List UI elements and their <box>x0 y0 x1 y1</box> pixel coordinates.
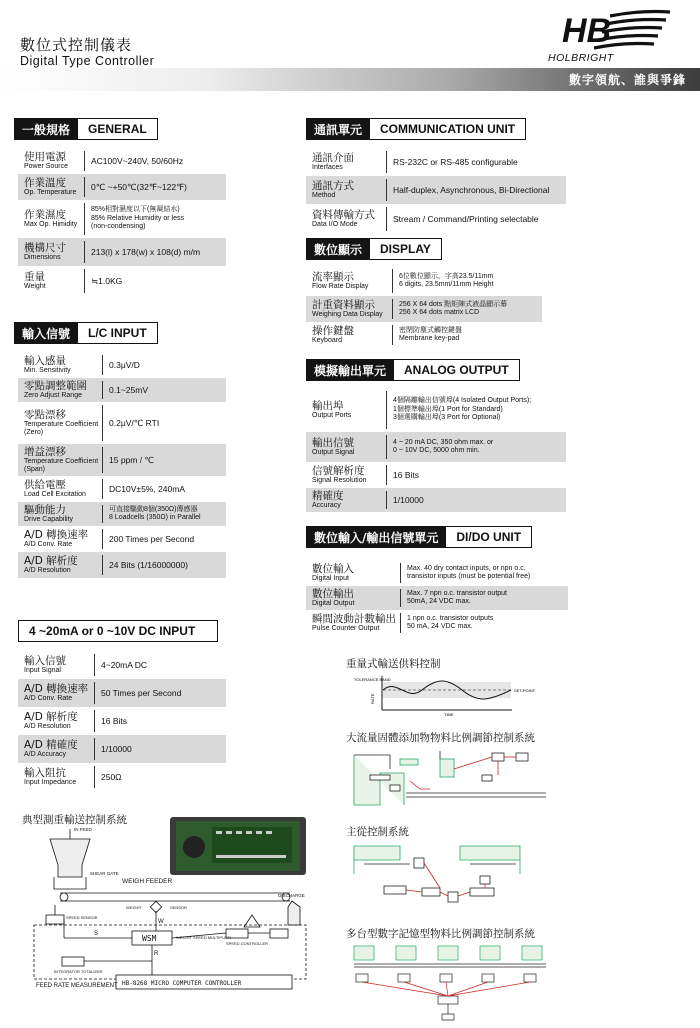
spec-label-en: Op. Temperature <box>24 189 77 196</box>
caption-gravimetric: 重量式輸送供料控制 <box>346 658 441 670</box>
spec-label-zh: 操作鍵盤 <box>312 324 354 337</box>
spec-row <box>18 444 226 476</box>
spec-value <box>94 772 226 782</box>
spec-value-line: 0.1~25mV <box>109 384 148 395</box>
caption-master-slave: 主從控制系統 <box>346 826 409 838</box>
spec-divider <box>386 391 387 429</box>
lc-input-title-en: L/C INPUT <box>78 322 158 344</box>
spec-label <box>18 555 102 575</box>
spec-label <box>306 490 386 510</box>
spec-divider <box>94 682 95 704</box>
spec-label-en: Temperature Coefficient (Zero) <box>24 420 99 437</box>
spec-value <box>102 506 226 523</box>
spec-label-en: Interfaces <box>312 164 343 171</box>
spec-row <box>18 476 226 502</box>
spec-label-en: Method <box>312 192 336 199</box>
spec-label-zh: 輸入信號 <box>24 654 66 667</box>
spec-divider <box>392 269 393 293</box>
tolerance-band-label: TOLERANCE BAND <box>354 677 391 682</box>
spec-label-zh: 輸出埠 <box>312 399 344 412</box>
lc-input-title-zh: 輸入信號 <box>14 322 78 344</box>
spec-value <box>386 495 566 505</box>
spec-divider <box>102 529 103 549</box>
comm-title-zh: 通訊單元 <box>306 118 370 140</box>
spec-row <box>306 586 568 610</box>
spec-label-zh: 輸入阻抗 <box>24 766 66 779</box>
display-section-header <box>306 238 442 260</box>
master-slave-diagram <box>350 838 550 918</box>
spec-divider <box>386 465 387 485</box>
spec-label <box>18 739 94 759</box>
spec-value-line: 85% Relative Humidity or less <box>91 214 184 222</box>
spec-label-en: A/D Conv. Rate <box>24 695 73 702</box>
spec-label <box>18 683 94 703</box>
spec-divider <box>400 589 401 607</box>
spec-row <box>306 462 566 488</box>
spec-label-en: A/D Accuracy <box>24 751 67 758</box>
spec-value-line: 213(l) x 178(w) x 108(d) m/m <box>91 246 201 257</box>
spec-value <box>386 157 566 167</box>
spec-row <box>18 378 226 402</box>
wsm-label: WSM <box>142 934 157 943</box>
display-title-en: DISPLAY <box>370 238 442 260</box>
spec-label <box>18 529 102 549</box>
w-signal-label: W <box>158 919 164 925</box>
spec-label-en: Weighing Data Display <box>312 311 383 318</box>
spec-value <box>94 744 226 754</box>
spec-value <box>94 660 226 670</box>
spec-row <box>306 432 566 462</box>
spec-value-line: 0 ~ 10V DC, 5000 ohm min. <box>393 447 480 454</box>
spec-label <box>306 437 386 457</box>
controller-photo <box>170 817 306 875</box>
speed-controller-label: SPEED CONTROLLER <box>226 941 269 946</box>
spec-label <box>306 325 392 345</box>
spec-row <box>18 266 226 296</box>
spec-row <box>306 176 566 204</box>
weight-label: WEIGHT <box>126 905 142 910</box>
spec-value-line: (non-condensing) <box>91 223 146 231</box>
spec-divider <box>392 325 393 345</box>
spec-value <box>386 214 566 224</box>
spec-divider <box>102 405 103 441</box>
spec-value <box>392 327 542 344</box>
spec-value-line: DC10V±5%, 240mA <box>109 483 186 494</box>
spec-value-line: 8 Loadcells (350Ω) in Parallel <box>109 514 201 521</box>
spec-value-line: 0℃ ~+50℃(32℉~122℉) <box>91 181 188 192</box>
spec-value-line: Max. 40 dry contact inputs, or npn o.c. <box>407 564 526 572</box>
spec-label <box>18 446 102 474</box>
spec-label-zh: 通訊介面 <box>312 151 354 164</box>
spec-row <box>306 610 568 636</box>
rate-label: RATE <box>370 693 375 704</box>
spec-label-zh: 供給電壓 <box>24 478 66 491</box>
spec-divider <box>102 355 103 375</box>
gravimetric-chart <box>352 672 542 718</box>
spec-label-zh: 數位輸出 <box>312 587 354 600</box>
spec-value <box>102 484 226 494</box>
spec-divider <box>94 710 95 732</box>
spec-label-zh: 增益漂移 <box>24 445 66 458</box>
spec-value <box>400 615 568 632</box>
spec-label-en: A/D Resolution <box>24 723 71 730</box>
spec-value <box>400 590 568 607</box>
spec-label-en: Pulse Counter Output <box>312 625 380 632</box>
in-feed-label: IN FEED <box>74 827 92 832</box>
speed-sensor-label: SPEED SENSOR <box>66 915 98 920</box>
spec-value-line: AC100V~240V, 50/60Hz <box>91 155 184 166</box>
spec-value-line: 6 digits, 23.5mm/11mm Height <box>399 281 494 288</box>
spec-label-en: Output Signal <box>312 449 355 456</box>
spec-label <box>306 152 386 172</box>
spec-label-en: Signal Resolution <box>312 477 367 484</box>
spec-label-en: Temperature Coefficient (Span) <box>24 457 99 474</box>
spec-label <box>18 711 94 731</box>
spec-divider <box>94 766 95 788</box>
spec-label-zh: A/D 精確度 <box>24 738 78 751</box>
spec-value-line: 0.3μV/D <box>109 359 140 370</box>
spec-value <box>84 276 226 286</box>
spec-divider <box>94 738 95 760</box>
comm-spec-table <box>306 148 566 234</box>
spec-label <box>306 588 400 608</box>
spec-value-line: 24 Bits (1/16000000) <box>109 559 188 570</box>
spec-label <box>18 380 102 400</box>
spec-label-zh: A/D 轉換速率 <box>24 528 89 541</box>
typical-system-diagram <box>30 815 320 1023</box>
spec-label <box>306 271 392 291</box>
spec-divider <box>386 491 387 509</box>
spec-label <box>306 563 400 583</box>
brand-name: HOLBRIGHT <box>548 52 614 64</box>
spec-label <box>18 271 84 291</box>
display-spec-table <box>306 266 542 348</box>
spec-value-line: 250Ω <box>101 771 122 782</box>
spec-divider <box>102 479 103 499</box>
spec-label-en: Zero Adjust Range <box>24 392 82 399</box>
dido-section-header <box>306 526 532 548</box>
spec-row <box>306 560 568 586</box>
dc-input-section-header: 4 ~20mA or 0 ~10V DC INPUT <box>18 620 218 642</box>
spec-label-zh: 流率顯示 <box>312 270 354 283</box>
caption-typical-system: 典型測重輸送控制系統 <box>22 814 127 826</box>
spec-divider <box>400 563 401 583</box>
wsm-description: WEIGHT SPEED MULTIPLIER <box>176 935 231 940</box>
spec-label <box>18 655 94 675</box>
spec-label-zh: 使用電源 <box>24 150 66 163</box>
spec-value-line: 可直接驅動8個(350Ω)傳感器 <box>109 505 198 513</box>
spec-row <box>18 502 226 526</box>
spec-row <box>18 707 226 735</box>
spec-value <box>102 455 226 465</box>
spec-value-line: Max. 7 npn o.c. transistor output <box>407 589 507 597</box>
spec-value <box>102 534 226 544</box>
spec-label-en: Weight <box>24 283 46 290</box>
spec-label-zh: 信號解析度 <box>312 464 365 477</box>
spec-value-line: 3個選購輸出埠(3 Port for Optional) <box>393 414 501 422</box>
bulk-solids-diagram <box>350 745 550 811</box>
page-title-zh: 數位式控制儀表 <box>20 36 133 54</box>
spec-divider <box>102 447 103 473</box>
dc-input-spec-table <box>18 651 226 791</box>
spec-label <box>306 209 386 229</box>
spec-label-en: Drive Capability <box>24 516 74 523</box>
spec-label-en: Data I/O Mode <box>312 221 358 228</box>
spec-value <box>386 439 566 456</box>
spec-label-zh: 輸入感量 <box>24 354 66 367</box>
spec-label-en: Output Ports <box>312 412 352 419</box>
spec-label-zh: 零點漂移 <box>24 408 66 421</box>
spec-divider <box>94 654 95 676</box>
spec-value-line: transistor inputs (must be potential free) <box>407 573 531 580</box>
spec-value-line: 256 X 64 dots 點矩陣式液晶顯示幕 <box>399 300 508 308</box>
spec-label-zh: 作業溫度 <box>24 176 66 189</box>
spec-row <box>306 488 566 512</box>
spec-value <box>84 182 226 192</box>
spec-label-en: Flow Rate Display <box>312 283 369 290</box>
spec-label-zh: 作業濕度 <box>24 208 66 221</box>
spec-value-line: 1個標準輸出埠(1 Port for Standard) <box>393 405 503 413</box>
spec-label-en: Power Source <box>24 163 68 170</box>
spec-row <box>18 552 226 578</box>
spec-label-zh: 精確度 <box>312 489 344 502</box>
general-spec-table <box>18 148 226 296</box>
spec-value <box>94 688 226 698</box>
spec-row <box>18 352 226 378</box>
spec-value <box>386 185 566 195</box>
spec-label <box>306 299 392 319</box>
spec-label-zh: 資料傳輸方式 <box>312 208 375 221</box>
controller-label: HB-8268 MICRO COMPUTER CONTROLLER <box>122 980 242 987</box>
integrator-label: INTEGRATOR TOTALIZER <box>54 969 103 974</box>
lc-input-section-header <box>14 322 158 344</box>
spec-label-zh: 零點調整範圍 <box>24 379 87 392</box>
spec-label <box>306 613 400 633</box>
spec-value-line: 密閉防塵式觸控鍵盤 <box>399 326 462 334</box>
general-section-header <box>14 118 158 140</box>
spec-label-zh: A/D 轉換速率 <box>24 682 89 695</box>
spec-label <box>18 409 102 437</box>
spec-row <box>18 526 226 552</box>
spec-divider <box>102 555 103 575</box>
spec-label <box>306 465 386 485</box>
spec-value-line: 50mA, 24 VDC max. <box>407 598 471 605</box>
spec-value <box>102 385 226 395</box>
spec-label-zh: 瞬間波動計數輸出 <box>312 612 396 625</box>
spec-value-line: 6位數位顯示，字高23.5/11mm <box>399 272 494 280</box>
spec-value-line: 4 ~ 20 mA DC, 350 ohm max. or <box>393 438 494 446</box>
spec-value-line: 1/10000 <box>101 743 132 754</box>
spec-value-line: 50 Times per Second <box>101 687 182 698</box>
spec-label-en: Keyboard <box>312 337 342 344</box>
spec-row <box>18 200 226 238</box>
spec-label-en: Digital Input <box>312 575 349 582</box>
spec-label-en: Min. Sensitivity <box>24 367 71 374</box>
spec-divider <box>84 269 85 293</box>
spec-row <box>306 204 566 234</box>
spec-value <box>84 206 226 231</box>
spec-label-en: Input Signal <box>24 667 61 674</box>
spec-divider <box>386 207 387 231</box>
spec-value-line: 4~20mA DC <box>101 659 148 670</box>
discharge-label: DISCHARGE <box>278 893 305 898</box>
spec-value-line: Half-duplex, Asynchronous, Bi-Directional <box>393 184 550 195</box>
spec-row <box>18 763 226 791</box>
spec-label-zh: 數位輸入 <box>312 562 354 575</box>
spec-divider <box>84 241 85 263</box>
page-title-en: Digital Type Controller <box>20 54 155 68</box>
spec-label-zh: A/D 解析度 <box>24 710 78 723</box>
spec-value-line: 50 mA, 24 VDC max. <box>407 623 473 630</box>
spec-label <box>18 151 84 171</box>
spec-divider <box>84 203 85 235</box>
analog-title-zh: 模擬輸出單元 <box>306 359 394 381</box>
spec-label-en: Max Op. Himidity <box>24 221 78 228</box>
setpoint-label: SET-POINT <box>514 688 536 693</box>
spec-label-zh: 機構尺寸 <box>24 241 66 254</box>
sensor-label: SENSOR <box>170 905 187 910</box>
spec-value-line: 256 X 64 dots matrix LCD <box>399 309 480 316</box>
spec-value <box>392 301 542 318</box>
spec-row <box>18 651 226 679</box>
spec-value <box>102 360 226 370</box>
shear-gate-label: SHEAR GATE <box>90 871 119 876</box>
spec-label <box>306 180 386 200</box>
spec-label-en: Load Cell Excitation <box>24 491 86 498</box>
display-title-zh: 數位顯示 <box>306 238 370 260</box>
comm-section-header <box>306 118 526 140</box>
dido-spec-table <box>306 560 568 636</box>
spec-row <box>18 402 226 444</box>
spec-label-en: Digital Output <box>312 600 355 607</box>
spec-label <box>18 177 84 197</box>
spec-value-line: ≒1.0KG <box>91 275 123 286</box>
spec-value-line: 16 Bits <box>393 469 419 480</box>
caption-bulk-solids: 大流量固體添加物物料比例調節控制系統 <box>346 732 535 744</box>
analog-title-en: ANALOG OUTPUT <box>394 359 520 381</box>
spec-value-line: 1 npn o.c. transistor outputs <box>407 614 494 622</box>
comm-title-en: COMMUNICATION UNIT <box>370 118 526 140</box>
spec-label-en: Input Impedance <box>24 779 77 786</box>
spec-label <box>18 355 102 375</box>
spec-divider <box>386 179 387 201</box>
general-title-en: GENERAL <box>78 118 158 140</box>
spec-value <box>392 273 542 290</box>
spec-label-zh: 計重資料顯示 <box>312 298 375 311</box>
spec-row <box>18 148 226 174</box>
spec-label <box>18 479 102 499</box>
spec-label-en: Dimensions <box>24 254 61 261</box>
lc-input-spec-table <box>18 352 226 578</box>
r-signal-label: R <box>154 951 159 957</box>
spec-value-line: Membrane key-pad <box>399 335 460 342</box>
spec-value-line: 15 ppm / ℃ <box>109 454 154 465</box>
spec-value-line: Stream / Command/Printing selectable <box>393 213 539 224</box>
spec-divider <box>102 505 103 523</box>
spec-row <box>18 238 226 266</box>
spec-value <box>386 470 566 480</box>
spec-divider <box>84 151 85 171</box>
spec-divider <box>392 299 393 319</box>
spec-value-line: RS-232C or RS-485 configurable <box>393 156 518 167</box>
spec-row <box>306 388 566 432</box>
s-signal-label: S <box>94 931 99 937</box>
spec-label-en: A/D Resolution <box>24 567 71 574</box>
spec-divider <box>386 435 387 459</box>
spec-row <box>18 735 226 763</box>
logo-letters: HB <box>562 12 612 50</box>
spec-row <box>306 148 566 176</box>
time-label: TIME <box>444 712 454 717</box>
spec-divider <box>386 151 387 173</box>
spec-value-line: 16 Bits <box>101 715 127 726</box>
spec-value <box>94 716 226 726</box>
analog-section-header <box>306 359 520 381</box>
spec-divider <box>102 381 103 399</box>
spec-value <box>84 247 226 257</box>
spec-label <box>18 209 84 229</box>
analog-spec-table <box>306 388 566 512</box>
spec-row <box>306 266 542 296</box>
spec-label <box>18 242 84 262</box>
spec-value-line: 1/10000 <box>393 494 424 505</box>
spec-value-line: 200 Times per Second <box>109 533 195 544</box>
general-title-zh: 一般規格 <box>14 118 78 140</box>
multi-station-diagram <box>350 940 550 1022</box>
spec-divider <box>84 177 85 197</box>
spec-row <box>306 322 542 348</box>
weigh-feeder-label: WEIGH FEEDER <box>122 878 173 885</box>
spec-label <box>306 400 386 420</box>
spec-value <box>400 565 568 582</box>
spec-label <box>18 767 94 787</box>
dido-title-zh: 數位輸入/輸出信號單元 <box>306 526 446 548</box>
spec-row <box>18 174 226 200</box>
spec-label-zh: 輸出信號 <box>312 436 354 449</box>
spec-divider <box>400 613 401 633</box>
feed-rate-label: FEED RATE MEASUREMENT <box>36 983 118 989</box>
spec-row <box>18 679 226 707</box>
spec-label-zh: 重量 <box>24 270 45 283</box>
spec-label <box>18 504 102 524</box>
spec-label-zh: 通訊方式 <box>312 179 354 192</box>
spec-value-line: 0.2μV/℃ RTI <box>109 417 160 428</box>
spec-label-en: A/D Conv. Rate <box>24 541 73 548</box>
dido-title-en: DI/DO UNIT <box>446 526 532 548</box>
spec-value <box>84 156 226 166</box>
spec-value <box>102 418 226 428</box>
spec-value <box>386 397 566 422</box>
spec-row <box>306 296 542 322</box>
spec-label-en: Accuracy <box>312 502 341 509</box>
spec-value-line: 4個隔離輸出信號埠(4 Isolated Output Ports); <box>393 397 532 405</box>
spec-label-zh: A/D 解析度 <box>24 554 78 567</box>
caption-multi-station: 多台型數字記憶型物料比例調節控制系統 <box>346 928 535 940</box>
spec-value <box>102 560 226 570</box>
spec-value-line: 85%相對濕度以下(無凝結水) <box>91 206 180 214</box>
spec-label-zh: 驅動能力 <box>24 503 66 516</box>
slogan: 數字領航、誰與爭鋒 <box>568 73 686 87</box>
